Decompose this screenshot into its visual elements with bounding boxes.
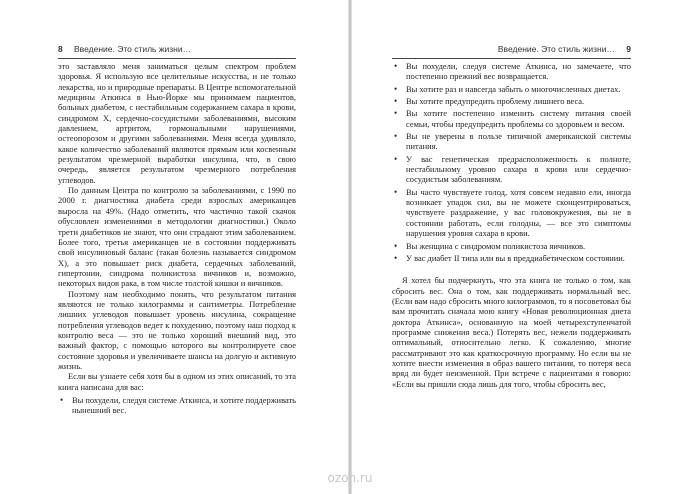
list-item (392, 108, 631, 129)
list-item-text: Вы не уверены в пользе типичной американской системы питания. (406, 131, 631, 152)
right-page-body (392, 61, 631, 389)
list-item-text: Вы похудели, следуя системе Аткинса, и хотите поддерживать нынешний вес. (72, 395, 297, 416)
list-item (392, 61, 631, 82)
bullet-icon: • (394, 61, 398, 71)
running-head-title: Введение. Это стиль жизни… (74, 44, 192, 54)
bullet-icon: • (394, 240, 398, 251)
list-item-text: Вы хотите раз и навсегда забыть о многочисленных диетах. (406, 83, 621, 94)
bullet-icon: • (394, 252, 398, 263)
list-item (392, 187, 631, 239)
watermark: ozon.ru (327, 471, 373, 485)
bullet-icon: • (394, 83, 398, 94)
paragraph: Я хотел бы подчеркнуть, что эта книга не только о том, как сбросить вес. Она о том, как поддерживать нормальный вес. (Если вам надо сбросить много килограммов, то я посоветовал бы вам прочитать сначала мою книгу «Новая революционная диета доктора Аткинса», основанную на моей четырехступенчатой программе снижения веса.) Потерять вес, нежели поддерживать оптимальный, относительно легко. К сожалению, многие рассматривают это как краткосрочную программу. Но если вы не хотите внести изменения в образ вашего питания, то потеря веса вряд ли будет неизменной. При встрече с пациентами я говорю: «Если вы пришли сюда лишь для того, чтобы сбросить вес, (392, 275, 631, 389)
paragraph: По данным Центра по контролю за заболеваниями, с 1990 по 2000 г. диагностика диабета среди взрослых американцев выросла на 49%. (Надо отметить, что частично такой скачок обусловлен изменениями в методологии диагностики.) Около трети диабетиков не знают, что они страдают этим заболеванием. Более того, третья американцев не в состоянии поддерживать свой инсулиновый баланс (такая болезнь называется синдромом X), а это повышает риск диабета, сердечных заболеваний, гипертонии, синдрома поликистоза яичников и, возможно, некоторых видов рака, в том числе толстой кишки и яичников. (58, 185, 296, 289)
paragraph: Поэтому нам необходимо понять, что результатом питания являются не только килограммы и сантиметры. Потребление лишних углеводов повышает уровень инсулина, сокращение потребления углеводов ведет к похудению, поэтому наш подход к контролю веса — это не только хороший внешний вид, это важный фактор, с помощью которого вы контролируете свое состояние здоровья и увеличиваете шансы на долгую и активную жизнь. (58, 288, 296, 371)
bullet-list (392, 61, 631, 263)
right-running-header (392, 44, 631, 59)
bullet-icon: • (60, 395, 64, 405)
right-page (352, 0, 700, 494)
page-number: 8 (58, 44, 63, 54)
bullet-icon: • (394, 96, 398, 107)
list-item-text: Вы женщина с синдромом поликистоза яичников. (406, 240, 586, 251)
bullet-icon: • (394, 108, 398, 119)
list-item (392, 96, 631, 106)
list-item (392, 241, 631, 251)
spacer (392, 265, 631, 275)
list-item (392, 154, 631, 185)
left-running-header (58, 44, 296, 59)
list-item (392, 253, 631, 263)
left-page (0, 0, 348, 494)
page-number: 9 (626, 44, 631, 54)
list-item (58, 395, 296, 416)
paragraph: Если вы узнаете себя хотя бы в одном из этих описаний, то эта книга написана для вас: (58, 371, 296, 392)
bullet-icon: • (394, 186, 398, 197)
list-item (392, 131, 631, 152)
list-item (392, 84, 631, 94)
list-item-text: У вас генетическая предрасположенность к полноте, нестабильному уровню сахара в крови или сердечно-сосудистым заболеваниям. (406, 153, 631, 185)
bullet-list (58, 395, 296, 416)
bullet-icon: • (394, 153, 398, 164)
list-item-text: Вы хотите предупредить проблему лишнего веса. (406, 96, 585, 107)
left-page-body (58, 61, 296, 418)
paragraph: это заставляло меня заниматься целым спектром проблем здоровья. Я использую все целительные искусства, и не только лекарства, но и природные препараты. В Центре вспомогательной медицины Аткинса в Нью-Йорке мы принимаем пациентов, больных диабетом, с нестабильным содержанием сахара в крови, синдромом X, сердечно-сосудистыми заболеваниями, высоким давлением, артритом, гормональными нарушениями, остеопорозом и другими заболеваниями. Меня всегда удивляло, какое количество заболеваний являются прямым или косвенным результатом чрезмерной выработки инсулина, что, в свою очередь, является результатом чрезмерного потребления углеводов. (58, 61, 296, 185)
list-item-text: Вы хотите постепенно изменить систему питания своей семьи, чтобы предупредить проблемы со здоровьем и весом. (406, 108, 631, 129)
list-item-text: Вы часто чувствуете голод, хотя совсем недавно ели, иногда возникает упадок сил, вы не можете сконцентрироваться, чувствуете раздражение, у вас головокружения, вы не в состоянии работать, если голодны, — все это симптомы нарушения уровня сахара в крови. (406, 186, 631, 239)
list-item-text: Вы похудели, следуя системе Аткинса, но замечаете, что постепенно прежний вес возвращается. (406, 61, 631, 82)
list-item-text: У вас диабет II типа или вы в преддиабетическом состоянии. (406, 252, 625, 263)
bullet-icon: • (394, 131, 398, 142)
running-head-title: Введение. Это стиль жизни… (497, 44, 615, 54)
